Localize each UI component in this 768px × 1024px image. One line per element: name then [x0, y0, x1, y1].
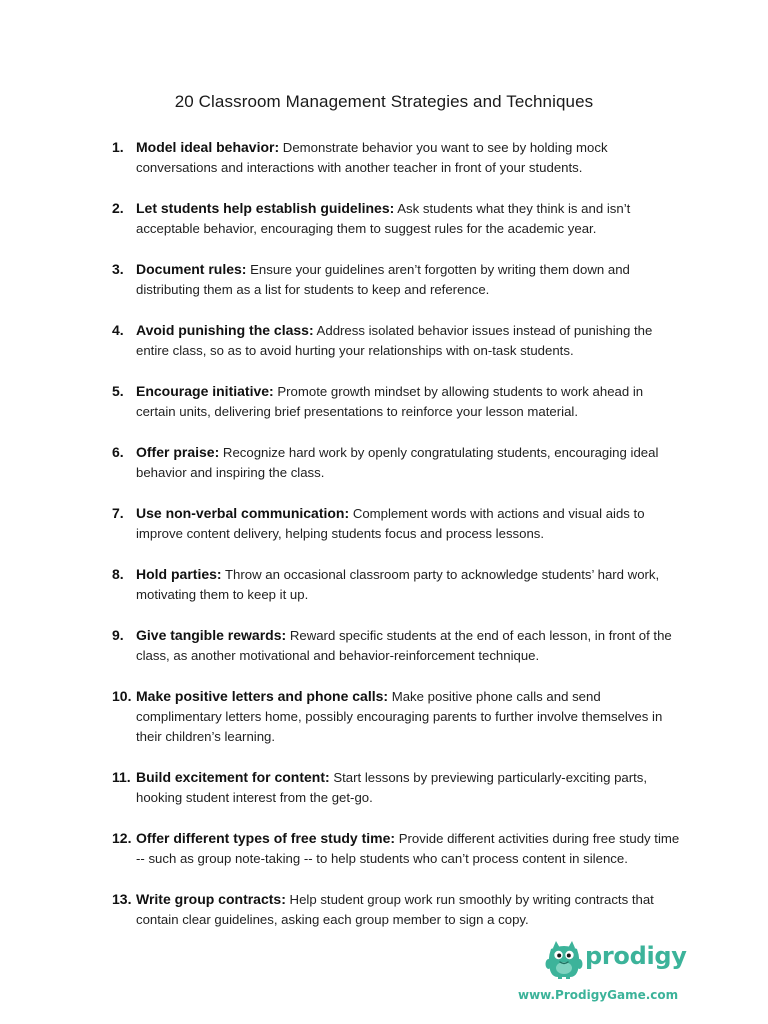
item-text: Promote growth mindset by allowing students to work ahead in certain units, delivering brief presentations to reinforce your lesson material.	[136, 384, 644, 419]
item-text: Recognize hard work by openly congratulating students, encouraging ideal behavior and inspiring the class.	[136, 445, 659, 480]
item-heading: Model ideal behavior:	[136, 139, 280, 155]
item-heading: Document rules:	[136, 261, 247, 277]
list-item	[112, 442, 682, 483]
list-item	[112, 198, 682, 239]
item-number: 12.	[112, 830, 132, 846]
item-number: 8.	[112, 566, 124, 582]
item-number: 3.	[112, 261, 124, 277]
item-text: Ask students what they think is and isn’t acceptable behavior, encouraging them to suggest rules for the academic year.	[136, 201, 631, 236]
list-item	[112, 625, 682, 666]
list-item	[112, 320, 682, 361]
item-heading: Build excitement for content:	[136, 769, 330, 785]
list-item	[112, 686, 682, 747]
item-text: Make positive phone calls and send complimentary letters home, possibly encouraging parents to further involve themselves in their children’s learning.	[136, 689, 663, 744]
document-title: 20 Classroom Management Strategies and Techniques	[174, 92, 594, 111]
item-text: Address isolated behavior issues instead of punishing the entire class, so as to avoid hurting your relationships with on-task students.	[136, 323, 653, 358]
item-heading: Write group contracts:	[136, 891, 286, 907]
list-item	[112, 381, 682, 422]
item-number: 1.	[112, 139, 124, 155]
item-heading: Let students help establish guidelines:	[136, 200, 395, 216]
website-url[interactable]: www.ProdigyGame.com	[518, 988, 679, 1002]
item-text: Help student group work run smoothly by writing contracts that contain clear guidelines, asking each group member to sign a copy.	[136, 892, 654, 927]
strategy-list	[112, 137, 682, 930]
item-number: 6.	[112, 444, 124, 460]
list-item	[112, 503, 682, 544]
item-text: Ensure your guidelines aren’t forgotten by writing them down and distributing them as a list for students to keep and reference.	[136, 262, 630, 297]
item-heading: Encourage initiative:	[136, 383, 274, 399]
item-heading: Give tangible rewards:	[136, 627, 287, 643]
prodigy-monster-logo-icon	[545, 940, 583, 980]
list-item	[112, 564, 682, 605]
item-number: 11.	[112, 769, 131, 785]
item-heading: Make positive letters and phone calls:	[136, 688, 389, 704]
item-text: Reward specific students at the end of each lesson, in front of the class, as another motivational and behavior-reinforcement technique.	[136, 628, 672, 663]
item-heading: Offer praise:	[136, 444, 220, 460]
item-number: 10.	[112, 688, 132, 704]
item-number: 9.	[112, 627, 124, 643]
item-heading: Avoid punishing the class:	[136, 322, 314, 338]
list-item	[112, 259, 682, 300]
list-item	[112, 828, 682, 869]
item-heading: Use non-verbal communication:	[136, 505, 350, 521]
list-item	[112, 889, 682, 930]
brand-name: prodigy	[585, 942, 687, 970]
list-item	[112, 137, 682, 178]
item-text: Start lessons by previewing particularly-exciting parts, hooking student interest from the get-go.	[136, 770, 648, 805]
item-heading: Hold parties:	[136, 566, 222, 582]
item-number: 13.	[112, 891, 132, 907]
item-text: Provide different activities during free study time -- such as group note-taking -- to help students who can’t process content in silence.	[136, 831, 680, 866]
item-number: 5.	[112, 383, 124, 399]
item-text: Throw an occasional classroom party to acknowledge students’ hard work, motivating them to keep it up.	[136, 567, 660, 602]
item-heading: Offer different types of free study time:	[136, 830, 396, 846]
prodigy-logo	[545, 940, 687, 982]
item-number: 7.	[112, 505, 124, 521]
list-item	[112, 767, 682, 808]
item-number: 4.	[112, 322, 124, 338]
item-number: 2.	[112, 200, 124, 216]
item-text: Complement words with actions and visual aids to improve content delivery, helping students focus and process lessons.	[136, 506, 645, 541]
item-text: Demonstrate behavior you want to see by holding mock conversations and interactions with another teacher in front of your students.	[136, 140, 608, 175]
